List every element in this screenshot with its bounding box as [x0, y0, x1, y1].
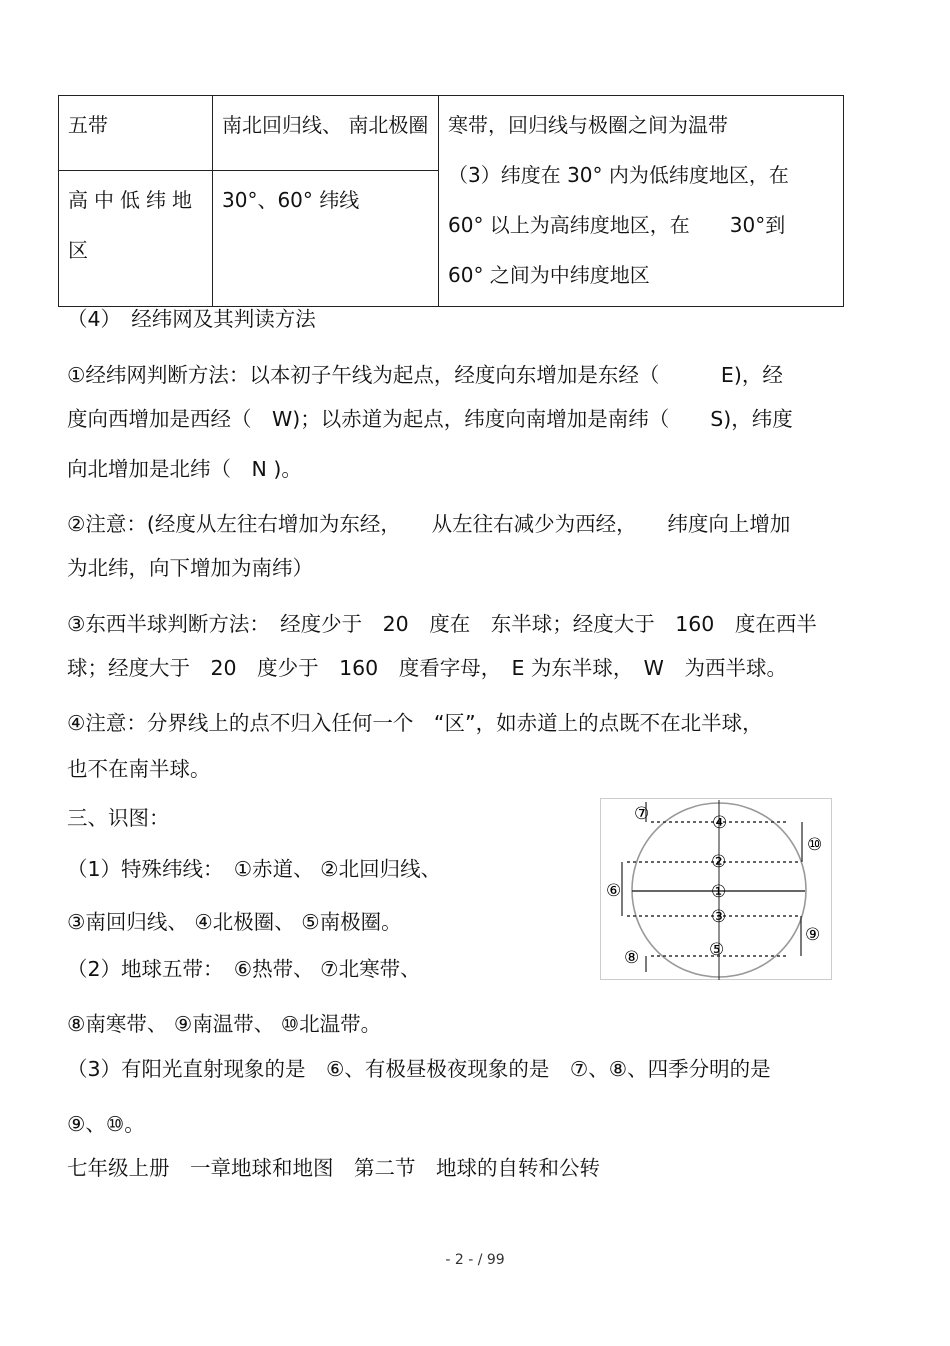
paragraph-line: 为北纬，向下增加为南纬）	[67, 556, 313, 580]
table-cell: 五带	[59, 96, 213, 171]
table-cell-merged	[439, 96, 844, 307]
paragraph-line: （1）特殊纬线： ①赤道、 ②北回归线、	[67, 857, 442, 881]
paragraph-line: ③东西半球判断方法： 经度少于 20 度在 东半球；经度大于 160 度在西半	[67, 612, 817, 636]
diagram-label: ⑨	[805, 925, 821, 945]
paragraph-line: 也不在南半球。	[67, 757, 211, 781]
diagram-label: ⑦	[634, 804, 650, 824]
paragraph-line: ②注意：(经度从左往右增加为东经， 从左往右减少为西经， 纬度向上增加	[67, 512, 791, 536]
diagram-label: ③	[711, 907, 727, 927]
paragraph-line: ⑨、⑩。	[67, 1112, 145, 1136]
paragraph-line: ④注意：分界线上的点不归入任何一个 “区”，如赤道上的点既不在北半球，	[67, 711, 763, 735]
earth-zones-diagram	[600, 798, 832, 980]
paragraph-line: （3）有阳光直射现象的是 ⑥、有极昼极夜现象的是 ⑦、⑧、四季分明的是	[67, 1057, 771, 1081]
table-cell: 高中低纬地区	[59, 170, 213, 306]
paragraph-line: 球；经度大于 20 度少于 160 度看字母， E 为东半球， W 为西半球。	[67, 656, 787, 680]
table-cell: 30°、60° 纬线	[213, 170, 439, 306]
table-text-line: 60° 之间为中纬度地区	[448, 263, 650, 287]
table-row	[59, 96, 844, 171]
diagram-label: ⑥	[606, 881, 622, 901]
paragraph-line: 度向西增加是西经（ W)；以赤道为起点，纬度向南增加是南纬（ S)，纬度	[67, 407, 793, 431]
table-text-line: 寒带，回归线与极圈之间为温带	[448, 113, 728, 137]
paragraph-line: ⑧南寒带、 ⑨南温带、 ⑩北温带。	[67, 1012, 382, 1036]
paragraph-line: （2）地球五带： ⑥热带、 ⑦北寒带、	[67, 957, 421, 981]
five-zones-table	[58, 95, 844, 307]
page-number: - 2 - / 99	[445, 1252, 505, 1268]
diagram-label: ⑤	[709, 940, 725, 960]
paragraph-line: ③南回归线、 ④北极圈、 ⑤南极圈。	[67, 910, 402, 934]
table-text-line: （3）纬度在 30° 内为低纬度地区，在	[448, 163, 789, 187]
diagram-label: ⑧	[624, 948, 640, 968]
diagram-label: ①	[711, 882, 727, 902]
table-text-line: 60° 以上为高纬度地区，在 30°到	[448, 213, 786, 237]
table-cell: 南北回归线、 南北极圈	[213, 96, 439, 171]
section-heading: 三、识图：	[67, 806, 170, 830]
diagram-label: ②	[711, 852, 727, 872]
paragraph-line: ①经纬网判断方法：以本初子午线为起点，经度向东增加是东经（ E)，经	[67, 363, 783, 387]
diagram-label: ⑩	[807, 835, 823, 855]
diagram-label: ④	[712, 813, 728, 833]
paragraph-line: 向北增加是北纬（ N )。	[67, 457, 302, 481]
section-heading: （4） 经纬网及其判读方法	[67, 307, 316, 331]
chapter-heading: 七年级上册 一章地球和地图 第二节 地球的自转和公转	[67, 1156, 600, 1180]
